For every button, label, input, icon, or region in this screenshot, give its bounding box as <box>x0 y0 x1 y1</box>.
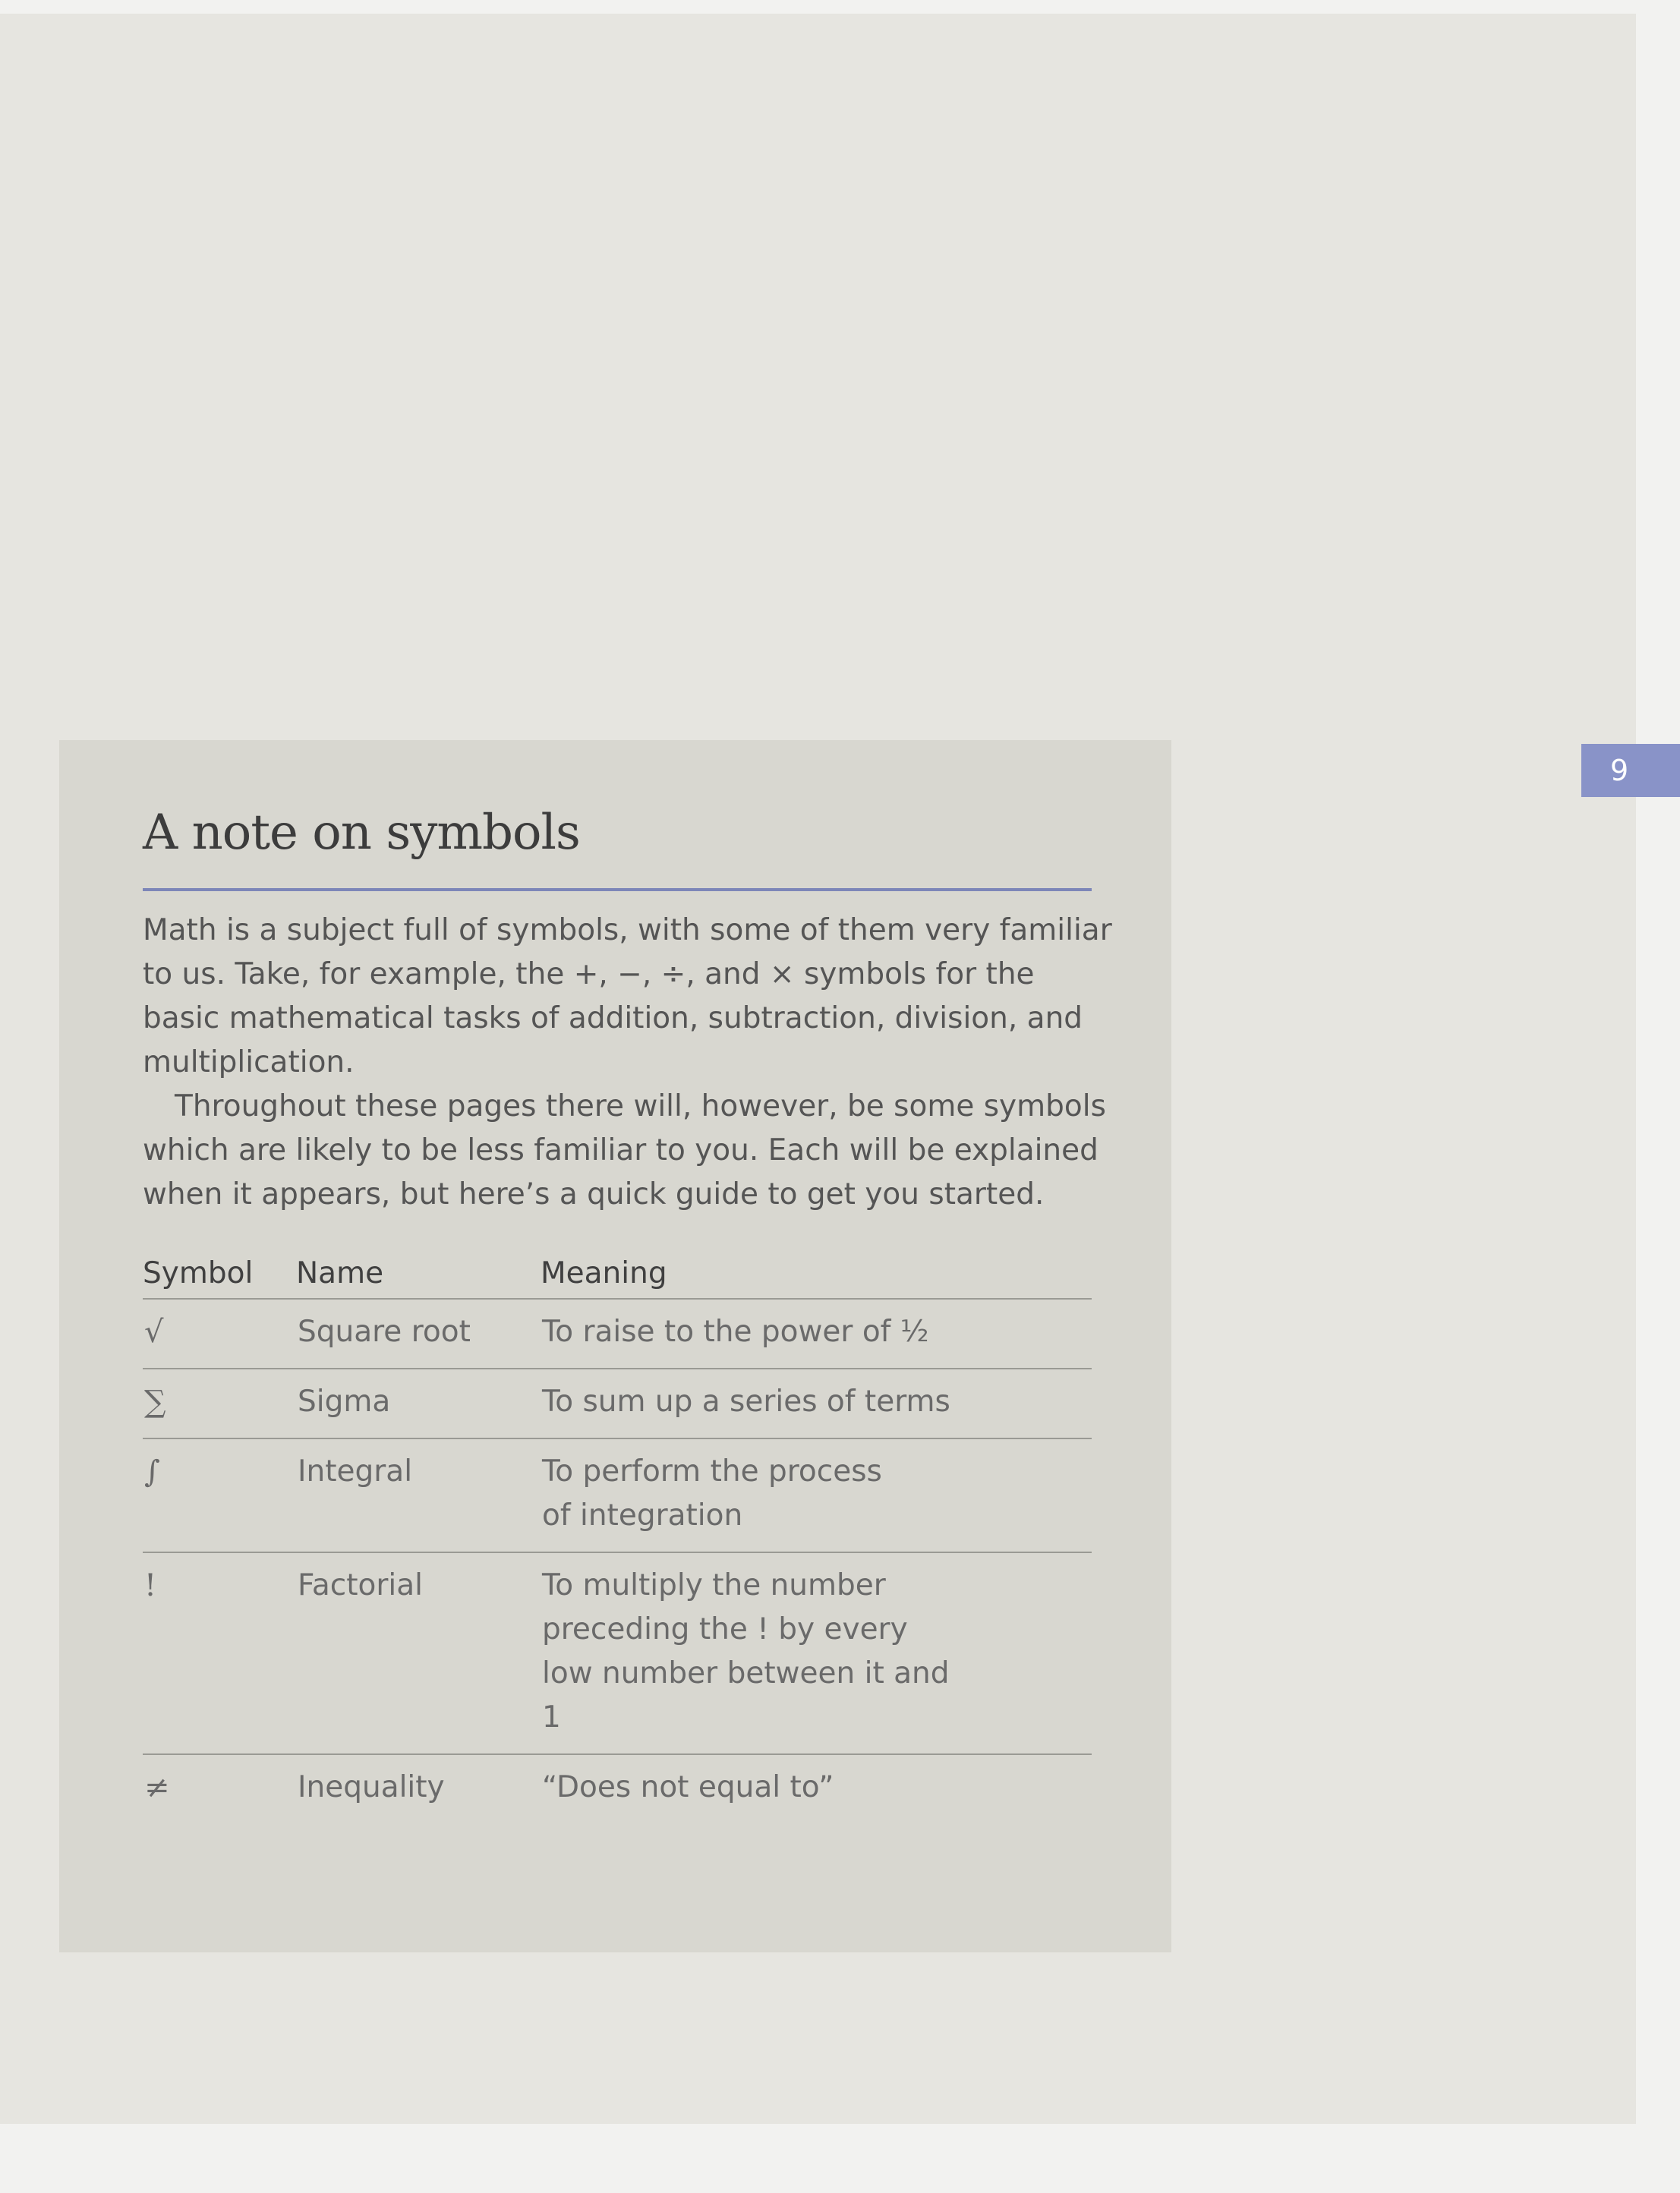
note-title: A note on symbols <box>143 805 580 861</box>
page-number-tab <box>1581 744 1680 797</box>
intro-paragraph-1: Math is a subject full of symbols, with some of them very familiar to us. Take, for example, the +, −, ÷, and × symbols for the basic mathematical tasks of addition, subtraction, division, and multiplication. <box>143 913 1112 1079</box>
intro-paragraph-2: Throughout these pages there will, however, be some symbols which are likely to be less familiar to you. Each will be explained when it appears, but here’s a quick guide to get you started. <box>143 1089 1106 1212</box>
symbol-name: Integral <box>298 1454 413 1489</box>
header-name: Name <box>296 1256 384 1290</box>
symbol-meaning: To raise to the power of ½ <box>542 1315 929 1349</box>
table-row <box>143 1755 1092 1823</box>
integral-symbol: ∫ <box>144 1454 160 1489</box>
table-header <box>143 1256 1092 1300</box>
note-panel <box>59 740 1171 1952</box>
intro-text <box>143 909 1114 1217</box>
table-row <box>143 1553 1092 1755</box>
symbol-meaning: To sum up a series of terms <box>542 1385 950 1419</box>
table-row <box>143 1369 1092 1439</box>
symbol-meaning: To multiply the number preceding the ! by every low number between it and 1 <box>542 1568 950 1735</box>
title-rule <box>143 888 1092 891</box>
header-symbol: Symbol <box>143 1256 254 1290</box>
symbol-name: Inequality <box>298 1770 445 1804</box>
symbol-name: Sigma <box>298 1385 391 1419</box>
factorial-symbol: ! <box>144 1568 157 1603</box>
symbol-meaning: To perform the process of integration <box>542 1454 882 1533</box>
symbols-table <box>143 1256 1092 1823</box>
square-root-symbol: √ <box>144 1315 164 1350</box>
sigma-symbol: ∑ <box>144 1385 166 1419</box>
page-number: 9 <box>1610 754 1629 787</box>
symbol-name: Factorial <box>298 1568 423 1602</box>
table-row <box>143 1300 1092 1369</box>
symbol-meaning: “Does not equal to” <box>542 1770 834 1804</box>
header-meaning: Meaning <box>541 1256 667 1290</box>
symbol-name: Square root <box>298 1315 471 1349</box>
inequality-symbol: ≠ <box>144 1770 170 1805</box>
table-row <box>143 1439 1092 1553</box>
